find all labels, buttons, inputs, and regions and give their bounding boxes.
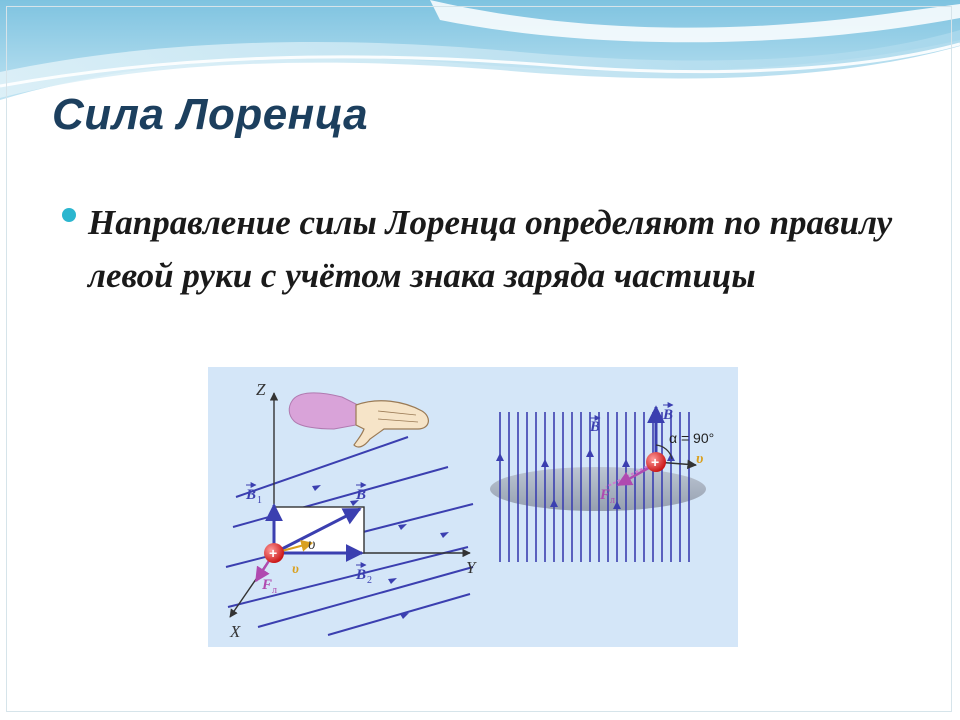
charge-sign-right: + [651,454,660,470]
force-label: F [262,577,273,593]
slide-title: Сила Лоренца [52,90,369,139]
bullet-text: Направление силы Лоренца определяют по правилу левой руки с учётом знака заряда частицы [88,203,893,295]
angle-label: α = 90° [669,430,715,446]
charge-sign: + [269,545,278,561]
z-axis-label: Z [256,380,266,399]
plane-disc [490,467,706,511]
b-field-label: B [590,419,601,435]
force-subscript-right: л [610,495,615,506]
b-label-right: B [663,407,674,423]
b2-label: B [356,567,367,583]
bullet-dot [62,208,76,222]
force-subscript: л [272,585,277,596]
velocity-label-right: υ [696,451,704,467]
b1-subscript: 1 [257,495,262,506]
x-axis-label: X [230,622,241,641]
velocity-label-orange: υ [292,562,299,577]
b1-label: B [246,487,257,503]
force-label-right: F [600,487,611,503]
b2-subscript: 2 [367,575,372,586]
velocity-label: υ [308,536,316,553]
y-axis-label: Y [466,558,476,577]
lorentz-force-figure [208,367,738,647]
figure-svg [208,367,738,647]
b-label: B [356,487,367,503]
